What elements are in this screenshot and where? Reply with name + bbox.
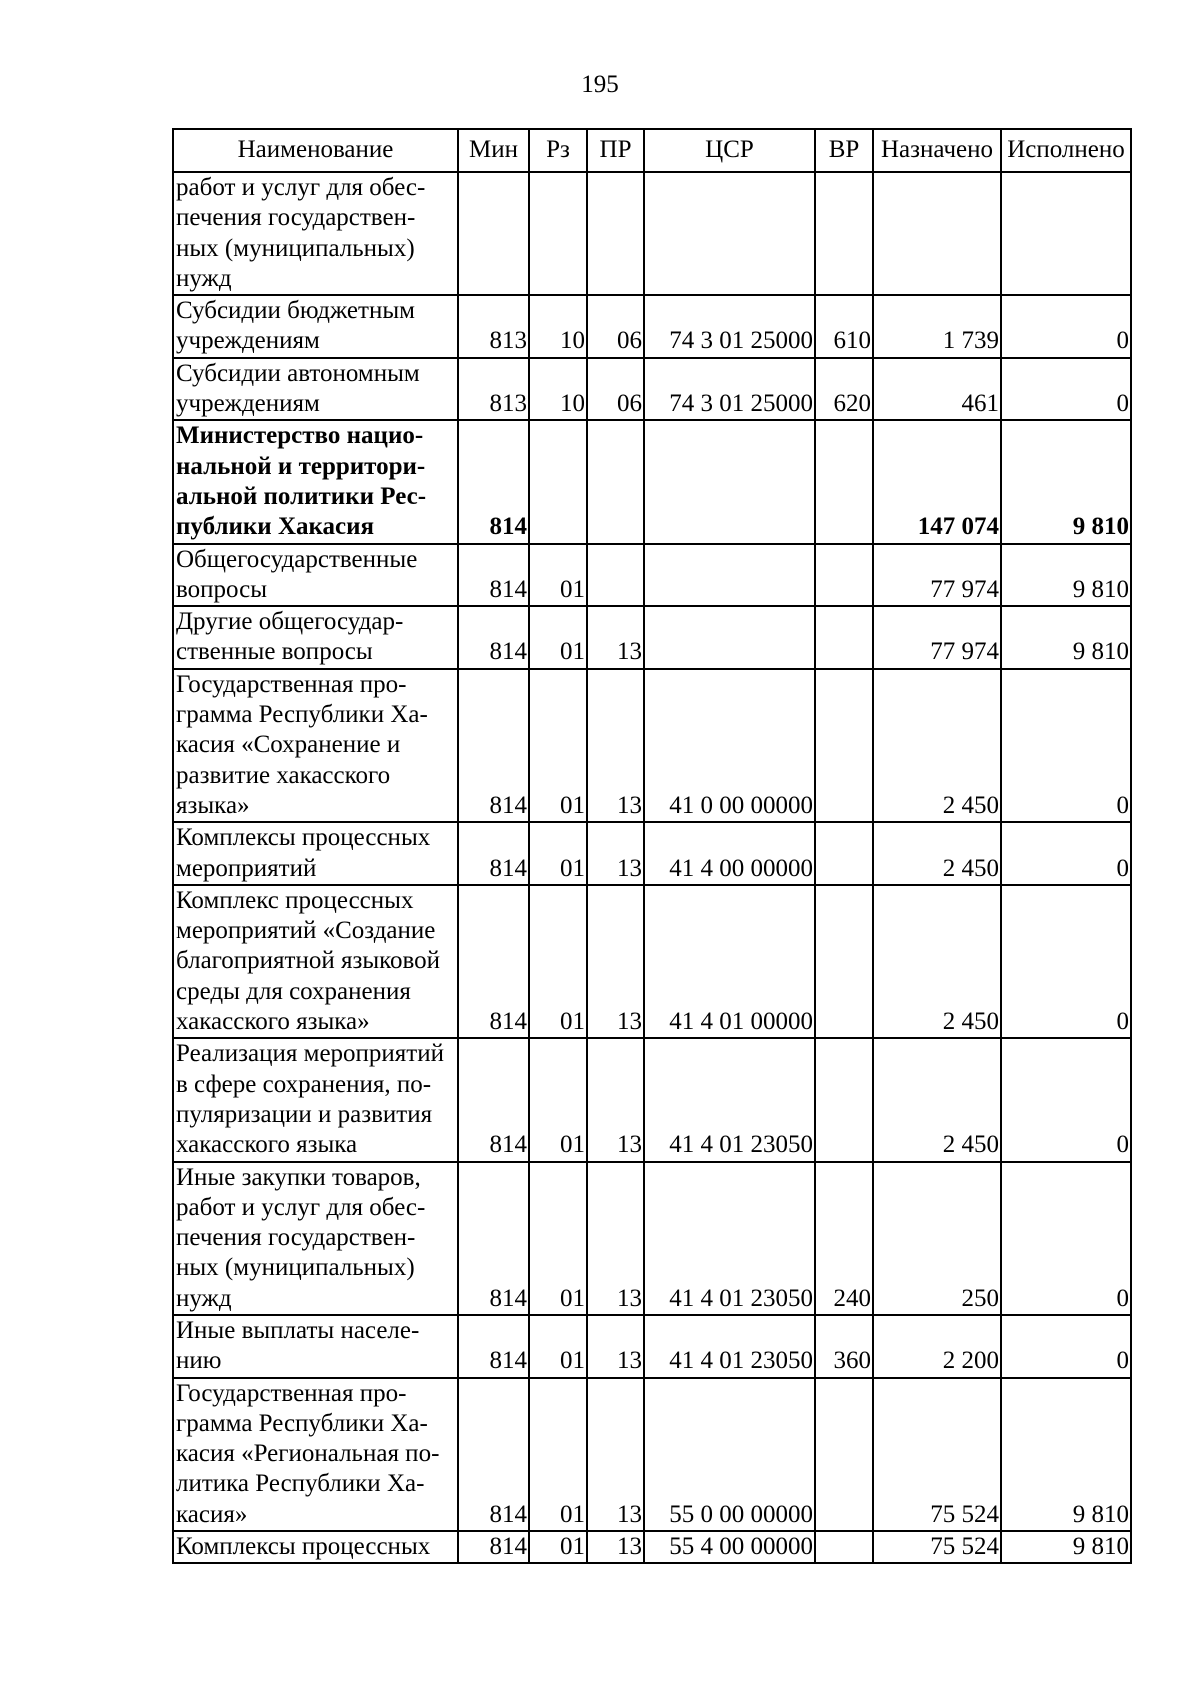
cell-assigned: 2 450 bbox=[873, 822, 1001, 885]
cell-vr bbox=[815, 822, 873, 885]
cell-assigned: 2 450 bbox=[873, 885, 1001, 1038]
cell-csr: 41 4 01 23050 bbox=[644, 1038, 815, 1161]
table-row bbox=[173, 1038, 1131, 1161]
cell-name: Государственная про- грамма Республики Ха- касия «Сохранение и развитие хакасского языка» bbox=[173, 669, 458, 822]
cell-vr: 610 bbox=[815, 295, 873, 358]
cell-min: 813 bbox=[458, 295, 529, 358]
table-row bbox=[173, 606, 1131, 669]
cell-pr bbox=[587, 172, 644, 295]
cell-vr: 360 bbox=[815, 1315, 873, 1378]
cell-csr: 55 4 00 00000 bbox=[644, 1531, 815, 1563]
cell-vr bbox=[815, 669, 873, 822]
cell-executed: 9 810 bbox=[1001, 606, 1131, 669]
cell-min: 814 bbox=[458, 1378, 529, 1531]
cell-assigned: 461 bbox=[873, 358, 1001, 421]
cell-pr: 13 bbox=[587, 885, 644, 1038]
cell-executed: 0 bbox=[1001, 1038, 1131, 1161]
header-pr: ПР bbox=[587, 129, 644, 172]
cell-executed: 0 bbox=[1001, 669, 1131, 822]
table-row bbox=[173, 172, 1131, 295]
cell-vr bbox=[815, 885, 873, 1038]
cell-rz: 01 bbox=[529, 1038, 587, 1161]
cell-name: Министерство нацио- нальной и территори- альной политики Рес- публики Хакасия bbox=[173, 420, 458, 543]
cell-csr: 41 4 01 00000 bbox=[644, 885, 815, 1038]
cell-name: работ и услуг для обес- печения государствен- ных (муниципальных) нужд bbox=[173, 172, 458, 295]
cell-min: 814 bbox=[458, 669, 529, 822]
cell-pr: 13 bbox=[587, 1315, 644, 1378]
cell-executed: 0 bbox=[1001, 358, 1131, 421]
cell-pr: 13 bbox=[587, 1378, 644, 1531]
cell-rz: 10 bbox=[529, 358, 587, 421]
cell-assigned: 1 739 bbox=[873, 295, 1001, 358]
cell-min: 814 bbox=[458, 606, 529, 669]
cell-executed: 0 bbox=[1001, 885, 1131, 1038]
cell-csr bbox=[644, 606, 815, 669]
header-csr: ЦСР bbox=[644, 129, 815, 172]
cell-csr bbox=[644, 420, 815, 543]
budget-table bbox=[172, 128, 1132, 1564]
cell-name: Иные закупки товаров, работ и услуг для обес- печения государствен- ных (муниципальных) нужд bbox=[173, 1162, 458, 1315]
cell-rz bbox=[529, 172, 587, 295]
cell-min bbox=[458, 172, 529, 295]
cell-name: Государственная про- грамма Республики Ха- касия «Региональная по- литика Республики Ха- касия» bbox=[173, 1378, 458, 1531]
cell-min: 814 bbox=[458, 1162, 529, 1315]
cell-rz: 01 bbox=[529, 606, 587, 669]
cell-name: Субсидии бюджетным учреждениям bbox=[173, 295, 458, 358]
table-row bbox=[173, 358, 1131, 421]
header-rz: Рз bbox=[529, 129, 587, 172]
cell-pr: 13 bbox=[587, 1162, 644, 1315]
cell-pr bbox=[587, 420, 644, 543]
table-row bbox=[173, 822, 1131, 885]
cell-assigned bbox=[873, 172, 1001, 295]
cell-assigned: 77 974 bbox=[873, 544, 1001, 607]
cell-name: Субсидии автономным учреждениям bbox=[173, 358, 458, 421]
cell-executed bbox=[1001, 172, 1131, 295]
cell-pr: 06 bbox=[587, 295, 644, 358]
cell-csr: 41 4 01 23050 bbox=[644, 1162, 815, 1315]
cell-name: Комплексы процессных мероприятий bbox=[173, 822, 458, 885]
table-row bbox=[173, 885, 1131, 1038]
cell-csr: 41 4 01 23050 bbox=[644, 1315, 815, 1378]
table-body bbox=[173, 172, 1131, 1563]
cell-pr: 13 bbox=[587, 1038, 644, 1161]
cell-assigned: 2 200 bbox=[873, 1315, 1001, 1378]
cell-rz: 01 bbox=[529, 1531, 587, 1563]
cell-vr bbox=[815, 172, 873, 295]
header-min: Мин bbox=[458, 129, 529, 172]
table-row bbox=[173, 544, 1131, 607]
cell-assigned: 2 450 bbox=[873, 1038, 1001, 1161]
cell-name: Другие общегосудар- ственные вопросы bbox=[173, 606, 458, 669]
cell-min: 814 bbox=[458, 1038, 529, 1161]
table-row bbox=[173, 295, 1131, 358]
cell-vr bbox=[815, 544, 873, 607]
cell-name: Комплексы процессных bbox=[173, 1531, 458, 1563]
cell-executed: 0 bbox=[1001, 1162, 1131, 1315]
cell-csr bbox=[644, 172, 815, 295]
cell-pr: 06 bbox=[587, 358, 644, 421]
cell-csr: 74 3 01 25000 bbox=[644, 358, 815, 421]
cell-vr: 240 bbox=[815, 1162, 873, 1315]
cell-min: 814 bbox=[458, 1315, 529, 1378]
cell-assigned: 77 974 bbox=[873, 606, 1001, 669]
cell-executed: 9 810 bbox=[1001, 544, 1131, 607]
cell-executed: 0 bbox=[1001, 1315, 1131, 1378]
cell-executed: 9 810 bbox=[1001, 420, 1131, 543]
cell-vr bbox=[815, 1038, 873, 1161]
table-row bbox=[173, 1162, 1131, 1315]
cell-csr: 41 4 00 00000 bbox=[644, 822, 815, 885]
cell-min: 814 bbox=[458, 822, 529, 885]
cell-min: 814 bbox=[458, 1531, 529, 1563]
cell-name: Общегосударственные вопросы bbox=[173, 544, 458, 607]
cell-name: Иные выплаты населе- нию bbox=[173, 1315, 458, 1378]
cell-csr: 41 0 00 00000 bbox=[644, 669, 815, 822]
cell-rz: 01 bbox=[529, 1315, 587, 1378]
cell-min: 814 bbox=[458, 420, 529, 543]
cell-csr bbox=[644, 544, 815, 607]
cell-name: Комплекс процессных мероприятий «Создание благоприятной языковой среды для сохранения хакасского языка» bbox=[173, 885, 458, 1038]
cell-rz: 01 bbox=[529, 822, 587, 885]
header-assigned: Назначено bbox=[873, 129, 1001, 172]
cell-pr: 13 bbox=[587, 606, 644, 669]
cell-pr: 13 bbox=[587, 822, 644, 885]
cell-csr: 55 0 00 00000 bbox=[644, 1378, 815, 1531]
page-number: 195 bbox=[581, 71, 619, 98]
cell-min: 814 bbox=[458, 885, 529, 1038]
cell-vr: 620 bbox=[815, 358, 873, 421]
header-name: Наименование bbox=[173, 129, 458, 172]
cell-name: Реализация мероприятий в сфере сохранения, по- пуляризации и развития хакасского языка bbox=[173, 1038, 458, 1161]
cell-min: 813 bbox=[458, 358, 529, 421]
cell-vr bbox=[815, 420, 873, 543]
header-row bbox=[173, 129, 1131, 172]
cell-rz: 01 bbox=[529, 669, 587, 822]
cell-assigned: 250 bbox=[873, 1162, 1001, 1315]
cell-rz: 01 bbox=[529, 885, 587, 1038]
cell-rz bbox=[529, 420, 587, 543]
cell-pr: 13 bbox=[587, 1531, 644, 1563]
table-row bbox=[173, 1378, 1131, 1531]
table-row bbox=[173, 420, 1131, 543]
header-vr: ВР bbox=[815, 129, 873, 172]
table-row bbox=[173, 1315, 1131, 1378]
cell-assigned: 75 524 bbox=[873, 1378, 1001, 1531]
cell-assigned: 147 074 bbox=[873, 420, 1001, 543]
cell-vr bbox=[815, 1378, 873, 1531]
cell-executed: 9 810 bbox=[1001, 1531, 1131, 1563]
table-row bbox=[173, 1531, 1131, 1563]
cell-csr: 74 3 01 25000 bbox=[644, 295, 815, 358]
cell-vr bbox=[815, 606, 873, 669]
cell-executed: 0 bbox=[1001, 295, 1131, 358]
header-executed: Исполнено bbox=[1001, 129, 1131, 172]
cell-vr bbox=[815, 1531, 873, 1563]
cell-rz: 01 bbox=[529, 544, 587, 607]
cell-rz: 10 bbox=[529, 295, 587, 358]
cell-assigned: 2 450 bbox=[873, 669, 1001, 822]
cell-pr bbox=[587, 544, 644, 607]
cell-pr: 13 bbox=[587, 669, 644, 822]
cell-executed: 9 810 bbox=[1001, 1378, 1131, 1531]
cell-rz: 01 bbox=[529, 1162, 587, 1315]
cell-assigned: 75 524 bbox=[873, 1531, 1001, 1563]
table-row bbox=[173, 669, 1131, 822]
cell-min: 814 bbox=[458, 544, 529, 607]
cell-rz: 01 bbox=[529, 1378, 587, 1531]
cell-executed: 0 bbox=[1001, 822, 1131, 885]
